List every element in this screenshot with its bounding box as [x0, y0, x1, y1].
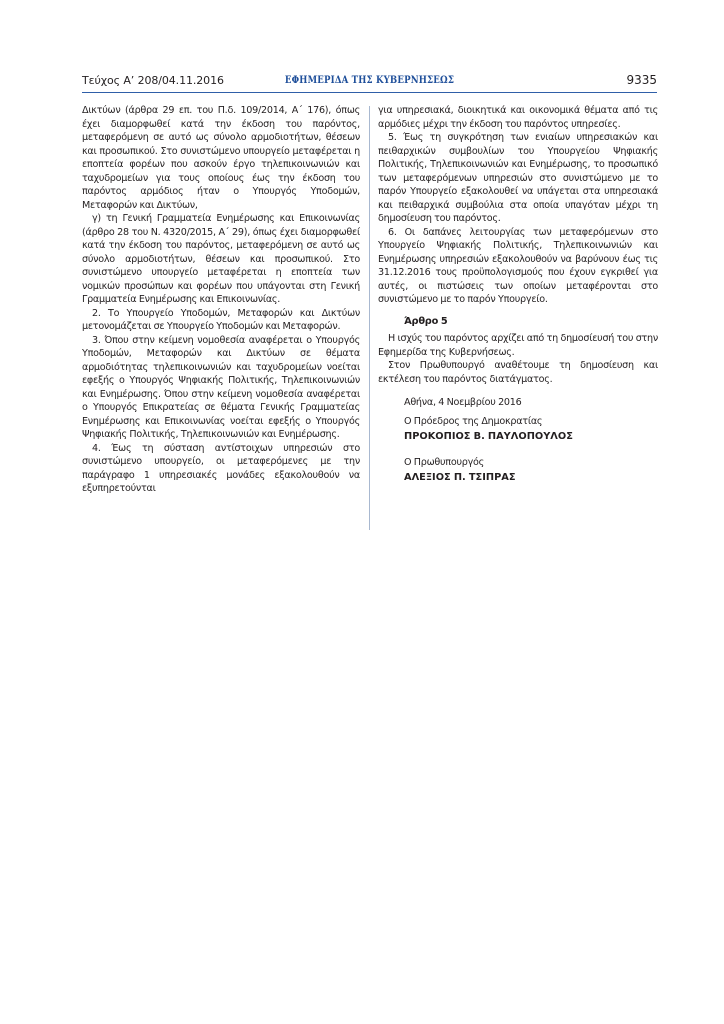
paragraph: Δικτύων (άρθρα 29 επ. του Π.δ. 109/2014, Α΄ 176), όπως έχει διαμορφωθεί κατά την έκδοση του παρόντος, μεταφερόμενη σε αυτό ως σύνολο αρμοδιοτήτων, θέσεων και προσωπικού. Στο συνιστώμενο υπουργείο μεταφέρεται η εποπτεία φορέων που ασκούν έργο τηλεπικοινωνιών και ταχυδρομείων για τους οποίους έως την έκδοση του παρόντος αρμόδιος ήταν ο Υπουργός Υποδομών, Μεταφορών και Δικτύων, [82, 105, 360, 211]
right-column [378, 104, 658, 485]
paragraph: 4. Έως τη σύσταση αντίστοιχων υπηρεσιών στο συνιστώμενο υπουργείο, οι μεταφερόμενες με την παράγραφο 1 υπηρεσιακές μονάδες εξακολουθούν να εξυπηρετούνται [82, 442, 360, 494]
paragraph: 5. Έως τη συγκρότηση των ενιαίων υπηρεσιακών και πειθαρχικών συμβουλίων του Υπουργείου Ψηφιακής Πολιτικής, Τηλεπικοινωνιών και Ενημέρωσης, το προσωπικό των μεταφερόμενων υπηρεσιών στο συνιστώμενο με το παρόν Υπουργείο εξακολουθεί να υπάγεται στα υπηρεσιακά και πειθαρχικά συμβούλια στα οποία υπαγόταν μέχρι τη δημοσίευση του παρόντος. [378, 132, 658, 224]
column-divider [369, 106, 370, 530]
paragraph: για υπηρεσιακά, διοικητικά και οικονομικά θέματα από τις αρμόδιες μέχρι την έκδοση του παρόντος υπηρεσίες. [378, 105, 658, 130]
president-title: Ο Πρόεδρος της Δημοκρατίας [404, 415, 543, 427]
publication-title: ΕΦΗΜΕΡΙΔΑ ΤΗΣ ΚΥΒΕΡΝΗΣΕΩΣ [284, 74, 455, 86]
president-name: ΠΡΟΚΟΠΙΟΣ Β. ΠΑΥΛΟΠΟΥΛΟΣ [404, 431, 573, 442]
pm-title: Ο Πρωθυπουργός [404, 456, 485, 468]
paragraph: γ) τη Γενική Γραμματεία Ενημέρωσης και Επικοινωνίας (άρθρο 28 του Ν. 4320/2015, Α΄ 29), όπως έχει διαμορφωθεί κατά την έκδοση του παρόντος, μεταφερόμενη σε αυτό ως σύνολο αρμοδιοτήτων, θέσεων και προσωπικού. Στο συνιστώμενο υπουργείο μεταφέρεται η εποπτεία των νομικών προσώπων και φορέων που υπάγονται στη Γενική Γραμματεία Ενημέρωσης και Επικοινωνίας. [82, 213, 360, 305]
paragraph: 6. Οι δαπάνες λειτουργίας των μεταφερόμενων στο Υπουργείο Ψηφιακής Πολιτικής, Τηλεπικοινωνιών και Ενημέρωσης υπηρεσιών εξακολουθούν να βαρύνουν έως τις 31.12.2016 τους προϋπολογισμούς που έχουν εγκριθεί για αυτές, οι πιστώσεις των οποίων μεταφέρονται στο συνιστώμενο με το παρόν Υπουργείο. [378, 226, 658, 305]
article-title: Άρθρο 5 [404, 315, 448, 327]
page-number: 9335 [626, 73, 657, 87]
paragraph: Στον Πρωθυπουργό αναθέτουμε τη δημοσίευση και εκτέλεση του παρόντος διατάγματος. [378, 360, 658, 385]
page-header [82, 72, 657, 93]
issue-label: Τεύχος Α’ 208/04.11.2016 [82, 74, 224, 87]
place-date: Αθήνα, 4 Νοεμβρίου 2016 [404, 397, 522, 408]
left-column [82, 104, 360, 496]
paragraph: 3. Όπου στην κείμενη νομοθεσία αναφέρεται ο Υπουργός Υποδομών, Μεταφορών και Δικτύων σε θέματα αρμοδιότητας τηλεπικοινωνιών και ταχυδρομείων νοείται εφεξής ο Υπουργός Ψηφιακής Πολιτικής, Τηλεπικοινωνιών και Ενημέρωσης. Όπου στην κείμενη νομοθεσία αναφέρεται ο Υπουργός Επικρατείας σε θέματα Γενικής Γραμματείας Ενημέρωσης και Επικοινωνίας νοείται εφεξής ο Υπουργός Ψηφιακής Πολιτικής, Τηλεπικοινωνιών και Ενημέρωσης. [82, 334, 360, 440]
paragraph: 2. Το Υπουργείο Υποδομών, Μεταφορών και Δικτύων μετονομάζεται σε Υπουργείο Υποδομών και Μεταφορών. [82, 307, 360, 332]
pm-name: ΑΛΕΞΙΟΣ Π. ΤΣΙΠΡΑΣ [404, 472, 516, 483]
paragraph: Η ισχύς του παρόντος αρχίζει από τη δημοσίευσή του στην Εφημερίδα της Κυβερνήσεως. [378, 333, 658, 358]
